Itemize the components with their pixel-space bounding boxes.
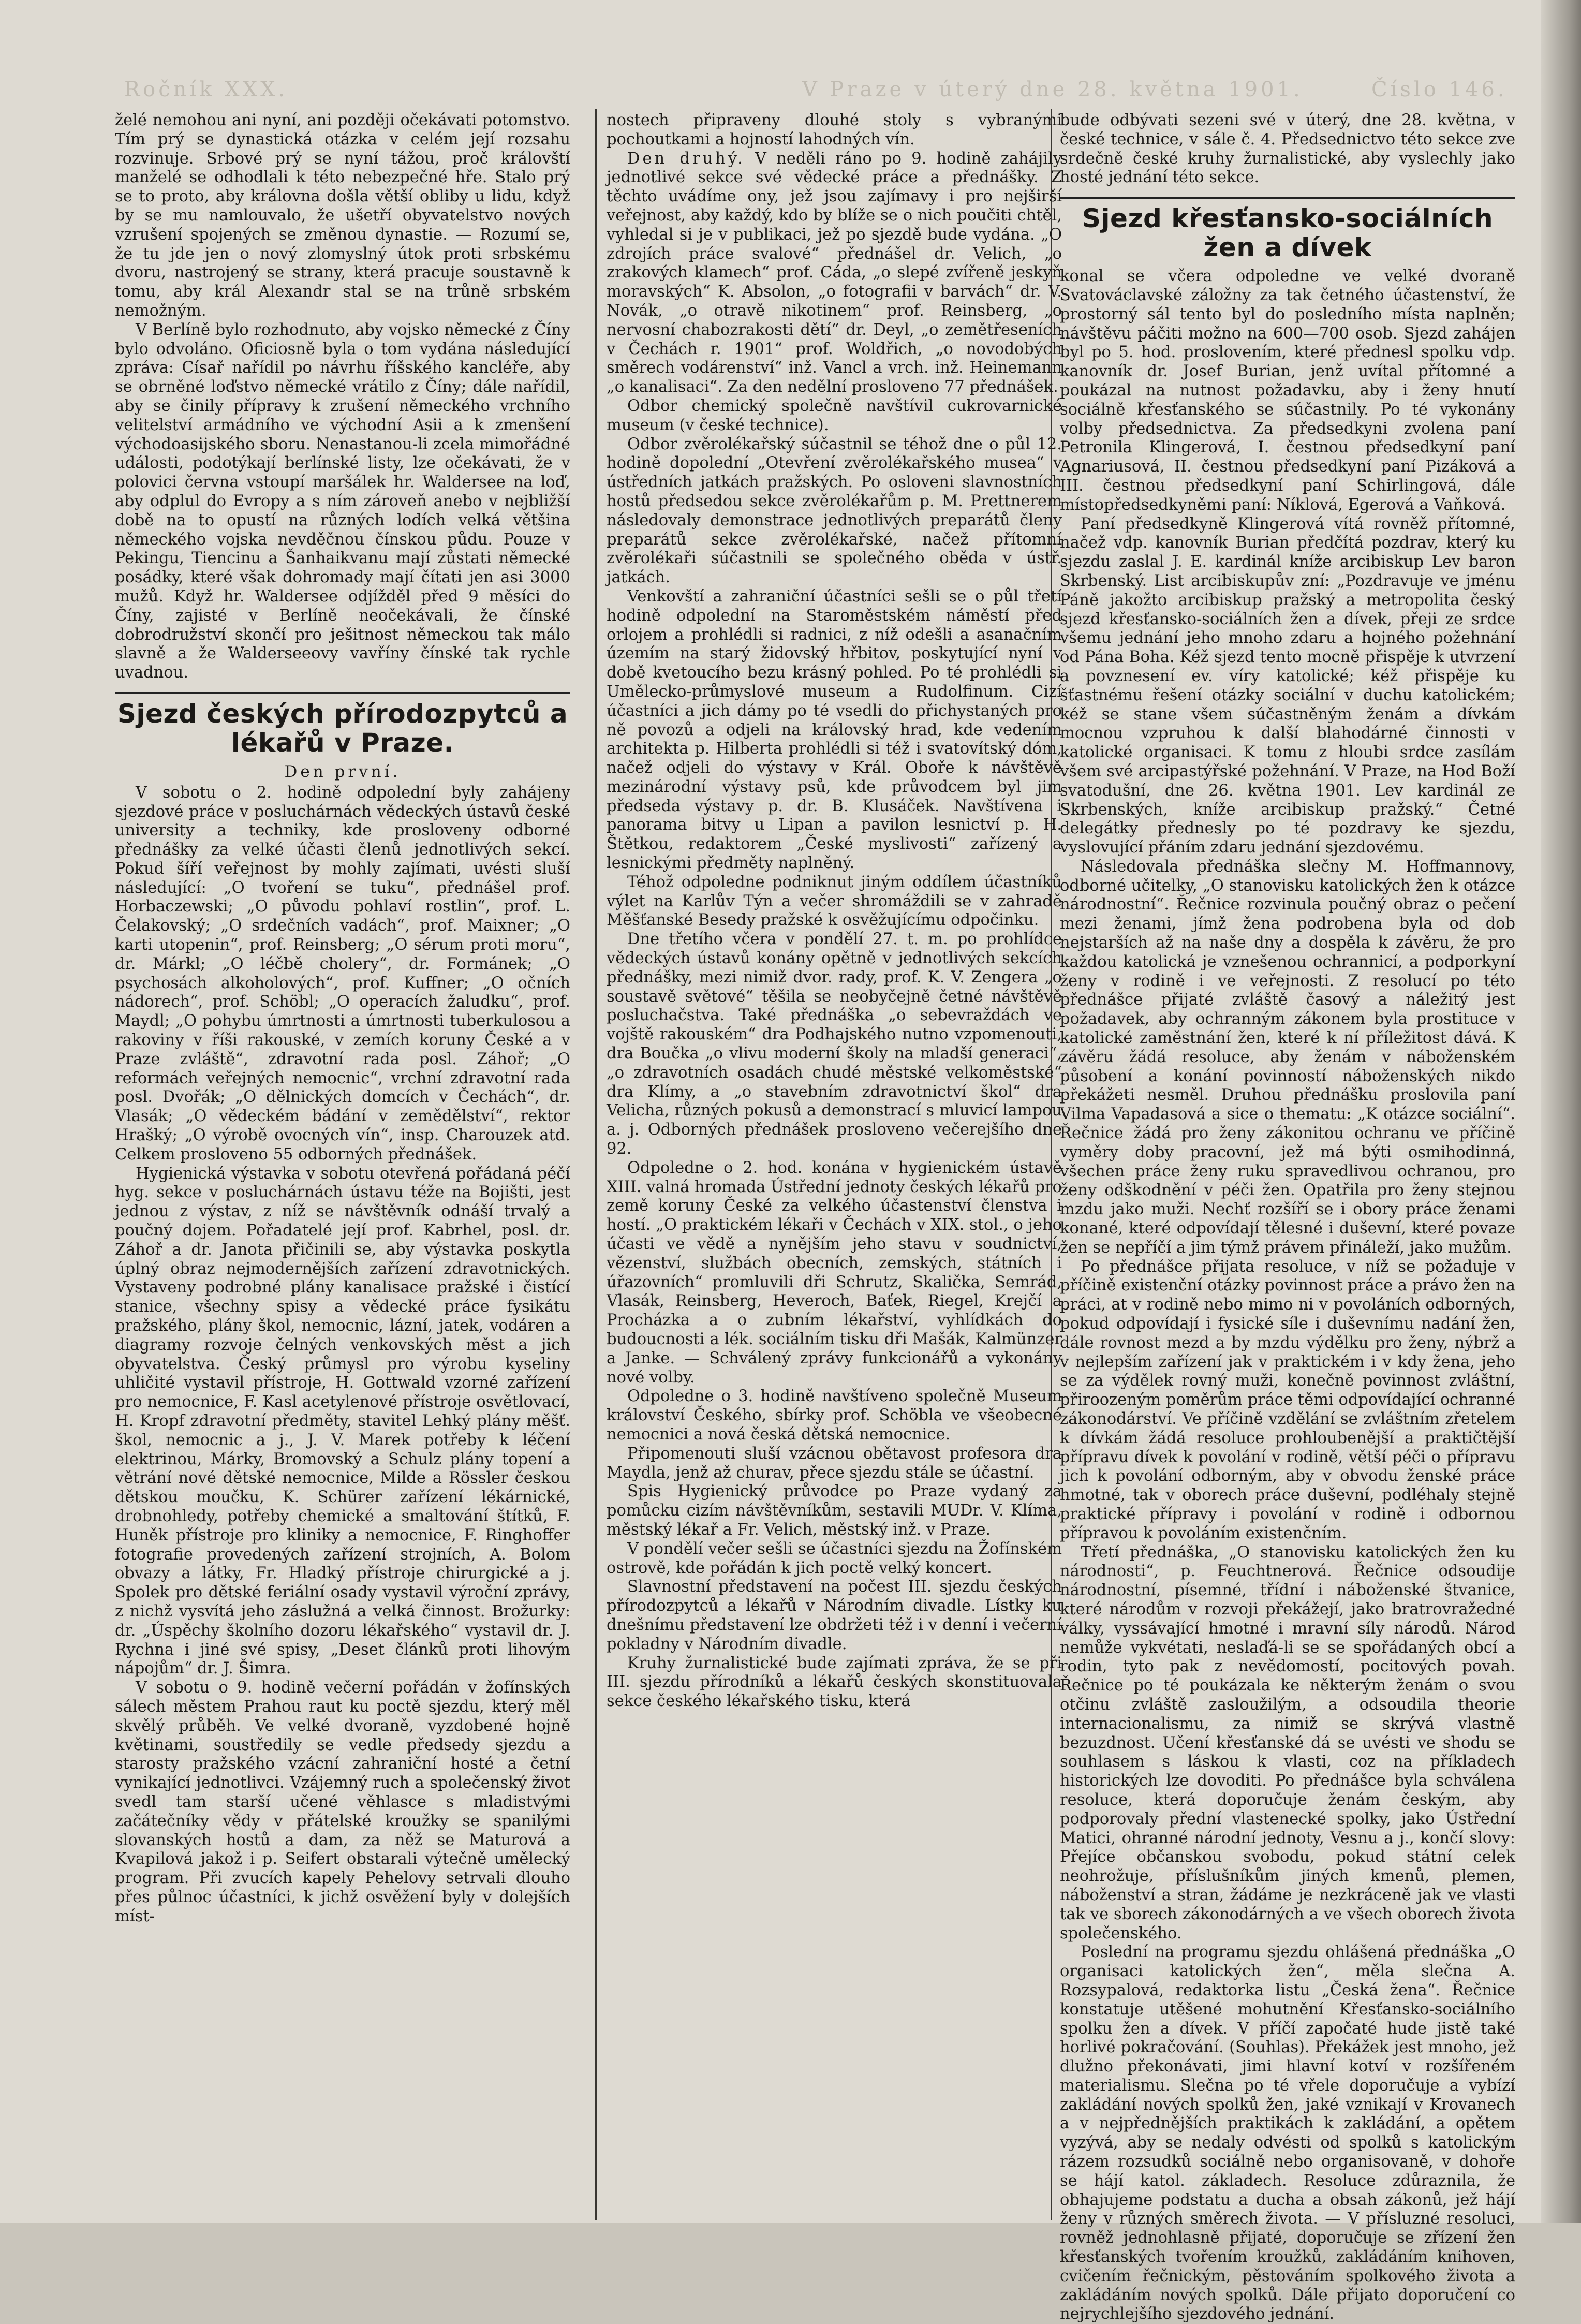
congress-day-one: V sobotu o 2. hodině odpolední byly zahájeny sjezdové práce v posluchárnách vědeckých ústavů české university a techniky, kde prosloveny odborné přednášky za velké účasti členů jednotlivých sekcí. Pokud šíří veřejnost by mohly zajímati, uvésti sluší následující: „O tvoření se tuku“, přednášel prof. Horbaczewski; „O původu pohlaví rostlin“, prof. L. Čelakovský; „O srdečních vadách“, prof. Maixner; „O karti utopenin“, prof. Reinsberg; „O sérum proti moru“, dr. Márkl; „O léčbě cholery“, dr. Formánek; „O psychosách alkoholových“, prof. Kuffner; „O očních nádorech“, prof. Schöbl; „O operacích žaludku“, prof. Maydl; „O pohybu úmrtnosti a úmrtnosti tuberkulosou a rakoviny v říši rakouské, v zemích koruny České a v Praze zvláště“, zdravotní rada posl. Záhoř; „O reformách veřejných nemocnic“, vrchní zdravotní rada posl. Dvořák; „O dělnických domcích v Čechách“, dr. Vlasák; „O vědeckém bádání v zemědělství“, rektor Hrašký; „O výrobě ovocných vín“, insp. Charouzek atd. Celkem prosloveno 55 odborných přednášek.	[115, 783, 570, 1164]
day-two-paragraph	[607, 150, 1062, 397]
column-1	[115, 111, 570, 2213]
column-3	[1060, 111, 1515, 2323]
lecture-rozsypal: Poslední na programu sjezdu ohlášená přednáška „O organisaci katolických žen“, měla slečna A. Rozsypalová, redaktorka listu „Česká žena“. Řečnice konstatuje utěšené mohutnění Křesťansko-sociálního spolku žen a dívek. V příčí započaté hude jistě také horlivé pokračování. (Souhlas). Překážek jest mnoho, jež dlužno překonávati, jimi hlavní kotví v rozšířeném materialismu. Slečna po té vřele doporučuje a vybízí zakládání nových spolků žen, jaké vznikají v Krovanech a v nejpřednějších praktikách k zakládání, a opětem vyzývá, aby se nedaly odvésti od spolků s katolickým rázem rozsudků sociálně nebo organisovaně, v dohoře se hájí katol. základech. Resoluce zdůraznila, že obhajujeme podstatu a ducha a obsah zákonů, jež hájí ženy v různých směrech života. — V přísluzné resoluci, rovněž jednohlasně přijaté, doporučuje se zřízení žen křesťanských tvořením kroužků, zakládáním knihoven, cvičením řečnickým, pěstováním spolkového života a zakládáním nových spolků. Dále přijato doporučení co nejrychlejšího sjezdového jednání.	[1060, 1943, 1515, 2323]
hygiene-exhibition: Hygienická výstavka v sobotu otevřená pořádaná péčí hyg. sekce v posluchárnách ústavu téže na Bojišti, jest jednou z výstav, z níž se návštěvník odnáší trvalý a poučný dojem. Pořadatelé její prof. Kabrhel, posl. dr. Záhoř a dr. Janota přičinili se, aby výstavka poskytla úplný obraz nejmodernějších zařízení zdravotnických. Vystaveny podrobné plány kanalisace pražské i čistící stanice, všechny spisy a vědecké práce fysikátu pražského, plány škol, nemocnic, lázní, jatek, vodáren a diagramy rozvoje čelných venkovských měst a jich obyvatelstva. Český průmysl pro výrobu kyseliny uhličité vystavil přístroje, H. Gottwald vzorné zařízení pro nemocnice, F. Kasl acetylenové přístroje osvětlovací, H. Kropf zdravotní předměty, stavitel Lehký plány měšť. škol, nemocnic a j., J. V. Marek potřeby k léčení elektrinou, Márky, Bromovský a Schulz plány topení a větrání nové dětské nemocnice, Milde a Rössler českou dětskou moučku, K. Schürer zařízení lékárnické, drobnohledy, potřeby chemické a smaltování štítků, F. Huněk přístroje pro kliniky a nemocnice, F. Ringhoffer fotografie provedených zařízení strojních, A. Bolom obvazy a látky, Fr. Hladký přístroje chirurgické a j. Spolek pro dětské feriální osady vystavil výroční zprávy, z nichž vysvítá jeho záslužná a velká činnost. Brožurky: dr. „Úspěchy školního dozoru lékařského“ vystavil dr. J. Rychna i jiné své spisy, „Deset článků proti lihovým nápojům“ dr. J. Šimra.	[115, 1164, 570, 1678]
lecture-hoffmann: Následovala přednáška slečny M. Hoffmannovy, odborné učitelky, „O stanovisku katolických žen k otázce národnostní“. Řečnice rozvinula poučný obraz o pečení mezi ženami, jímž žena podrobena byla od dob nejstarších až na naše dny a dospěla k závěru, že pro každou katolická je vznešenou ochrannicí, a podporkyní ženy v rodině i ve veřejnosti. Z resolucí po této přednášce přijaté zvláště časový a náležitý jest požadavek, aby ochranným zákonem byla prostituce v katolické zaměstnání žen, které k ní příležitost dává. K závěru žádá resoluce, aby ženám v náboženském působení a konání povinností náboženských nikdo překážeti nesměl. Druhou přednášku proslovila paní Vilma Vapadasová a sice o thematu: „K otázce sociální“. Řečnice žádá pro ženy zákonitou ochranu ve příčině vyměry doby pracovní, jež má býti osmihodinná, všechen práce ženy ruku spravedlivou ochranou, pro ženy odškodnění v péči žen. Opatřila pro ženy stejnou mzdu jako muži. Nechť rozšíří se i obory práce ženami konané, které odpovídají tělesné i duševní, které povaze žen se nepříčí a jim týmž právem přináleží, jako mužům.	[1060, 857, 1515, 1257]
reception-continued: nostech připraveny dlouhé stoly s vybranými pochoutkami a hojností lahodných vín.	[607, 111, 1062, 149]
subhead-day-one: Den první.	[284, 762, 401, 781]
article-serbia-end: želé nemohou ani nyní, ani později očekávati potomstvo. Tím prý se dynastická otázka v celém její rozsahu rozvinuje. Srbové prý se nyní tážou, proč královští manželé se odhodlali k této nebezpečné hře. Stalo prý se to proto, aby královna došla větší obliby u lidu, když by se mu namlouvalo, že ušetří obyvatelstvo nových vzrušení spojených se změnou dynastie. — Rozumí se, že tu jde jen o nový zlomyslný útok proti srbskému dvoru, nastrojený se strany, která pracuje soustavně k tomu, aby král Alexandr stal se na trůně srbském nemožným.	[115, 111, 570, 320]
reception-zofin: V sobotu o 9. hodině večerní pořádán v žofínských sálech městem Prahou raut ku poctě sjezdu, který měl skvělý průběh. Ve velké dvoraně, vyzdobené hojně květinami, soustředily se vedle předsedy sjezdu a starosty pražského vzácní zahraniční hosté a četní vynikající jednotlivci. Vzájemný ruch a společenský život svedl tam starší učené věhlasce s mladistvými začátečníky vědy v přátelské kroužky se spanilými slovanských hostů a dam, za něž se Maturová a Kvapilová jakož i p. Seifert obstarali výtečně umělecký program. Při zvucích kapely Pehelovy setrvali dlouho přes půlnoc účastníci, k jichž osvěžení byly v dolejších míst-	[115, 1679, 570, 1925]
journalism-continued: bude odbývati sezeni své v úterý, dne 28. května, v české technice, v sále č. 4. Předsednictvo této sekce zve srdečně české kruhy žurnalistické, aby vyslechly jako hosté jednání této sekce.	[1060, 111, 1515, 187]
veterinary-section: Odbor zvěrolékařský súčastnil se téhož dne o půl 12. hodině dopolední „Otevření zvěrolékařského musea“ v ústředních jatkách pražských. Po osloveni slavnostních hostů předsedou sekce zvěrolékařům p. M. Prettnerem následovaly demonstrace jednotlivých preparátů členy preparátů sekce zvěrolékařské, načež přítomní zvěrolékaři súčastnili se společného oběda v ústř. jatkách.	[607, 435, 1062, 587]
hygiene-guide: Spis Hygienický průvodce po Praze vydaný za pomůcku cizím návštěvníkům, sestavili MUDr. V. Klíma, městský lékař a Fr. Velich, městský inž. v Praze.	[607, 1482, 1062, 1539]
column-2	[607, 111, 1062, 2213]
page-edge-shadow	[1541, 0, 1581, 2223]
concert-note: V pondělí večer sešli se účastníci sjezdu na Žofínském ostrově, kde pořádán k jich poctě velký koncert.	[607, 1539, 1062, 1577]
header-volume: Ročník XXX.	[124, 78, 288, 101]
page-header	[0, 78, 1542, 109]
karluv-tyn-trip: Téhož odpoledne podniknut jiným oddílem účastníků výlet na Karlův Týn a večer shromáždili se v zahradě Měšťanské Besedy pražské k osvěžujícímu odpočinku.	[607, 873, 1062, 930]
women-congress-opening: konal se včera odpoledne ve velké dvoraně Svatováclavské záložny za tak četného účastenství, že prostorný sál tento byl do posledního místa naplněn; návštěvu páčiti možno na 600—700 osob. Sjezd zahájen byl po 5. hod. proslovením, které přednesl spolku vdp. kanovník dr. Josef Burian, jenž uvítal přítomné a poukázal na nutnost požadavku, aby i ženy hnutí sociálně křesťanského se súčastnily. Po té vykonány volby předsednictva. Za předsedkyni zvolena paní Petronila Klingerová, I. čestnou předsedkyní paní Agnariusová, II. čestnou předsedkyní paní Pizáková a III. čestnou předsedkyní paní Schirlingová, dále místopředsedkyněmi paní: Níklová, Egerová a Vaňková.	[1060, 267, 1515, 514]
resolution-work: Po přednášce přijata resoluce, v níž se požaduje v příčině existenční otázky povinnost práce a právo žen na práci, at v rodině nebo mimo ni v povoláních odborných, pokud odpovídají i fysické síle i duševnímu nadání žen, dále rovnost mezd a by mzdu výdělku pro ženy, nýbrž a v nejlepším zařízení jak v praktickém i v kdy žena, jeho se za výdělek rovný muži, konečně povinnost zvláštní, přiroozeným poměrům práce těmi odpovídající ochranné zákonodárství. Ve příčině vzdělání se zvláštním zřetelem k dívkám žádá resoluce prohloubenější a praktičtější přípravu dívek k povolání v rodině, větší péči o přípravu jich k povolání odborným, aby v obvodu ženské práce hmotné, tak v oborech práce duševní, podléhaly stejně praktické přípravy i povolání v rodině i odbornou přípravou k povoláním existenčním.	[1060, 1257, 1515, 1542]
excursions: Venkovští a zahraniční účastníci sešli se o půl třetí hodině odpolední na Staroměstském náměstí před orlojem a prohlédli si radnici, z níž odešli a asanačním územím na starý židovský hřbitov, poskytující nyní v době kvetoucího bezu krásný pohled. Po té prohlédli si Umělecko-průmyslové museum a Rudolfinum. Cizí účastníci a jich dámy po té vsedli do přichystaných pro ně povozů a odjeli na královský hrad, kde vedením architekta p. Hilberta prohlédli si též i svatovítský dóm, načež odjeli do výstavy v Král. Oboře k návštěvě mezinárodní výstavy psů, kde průvodcem byl jim předseda výstavy p. dr. B. Klusáček. Navštívena i panorama bitvy u Lipan a pavilon lesnictví p. H. Štětkou, redaktorem „České myslivosti“ zařízený a lesnickými předměty naplněný.	[607, 587, 1062, 873]
headline-women-congress: Sjezd křesťansko-sociálních žen a dívek	[1060, 197, 1515, 262]
day-two-title: Den druhý.	[627, 149, 745, 168]
maydl-note: Připomenouti sluší vzácnou obětavost profesora dra Maydla, jenž až churav, přece sjezdu stále se účastní.	[607, 1444, 1062, 1482]
day-two-text: V neděli ráno po 9. hodině zahájily jednotlivé sekce své vědecké práce a přednášky. Z těchto uvádíme ony, jež jsou zajímavy i pro nejširší veřejnost, aby každý, kdo by blíže se o nich poučiti chtěl, vyhledal si je v publikaci, jež po sjezdě bude vydána. „O zdrojích práce svalové“ přednášel dr. Velich, „o zrakových klamech“ prof. Cáda, „o slepé zvířeně jeskyň moravských“ K. Absolon, „o fotografii v barvách“ dr. V. Novák, „o otravě nikotinem“ prof. Reinsberg, „o nervosní chabozrakosti dětí“ dr. Deyl, „o zemětřeseních v Čechách r. 1901“ prof. Woldřich, „o novodobých směrech vodárenství“ inž. Vancl a vrch. inž. Heinemann „o kanalisaci“. Za den nedělní prosloveno 77 přednášek.	[607, 149, 1062, 396]
headline-congress: Sjezd českých přírodozpytců a lékařů v Praze.	[115, 692, 570, 757]
header-date: V Praze v úterý dne 28. května 1901.	[802, 78, 1303, 101]
cardinal-greeting: Paní předsedkyně Klingerová vítá rovněž přítomné, načež vdp. kanovník Burian předčítá pozdrav, který ku sjezdu zaslal J. E. kardinál kníže arcibiskup Lev baron Skrbenský. List arcibiskupův zní: „Pozdravuje ve jménu Páně jakožto arcibiskup pražský a metropolita český sjezd křesťansko-sociálních žen a dívek, přeji ze srdce všemu jednání jeho mnoho zdaru a hojného požehnání od Pána Boha. Kéž sjezd tento mocně přispěje k utvrzení a povznesení ev. víry katolické; kéž přispěje ku šťastnému řešení otázky sociální v duchu katolickém; kéž se stane všem súčastněným ženám a dívkám mocnou vzpruhou k další blahodárné činnosti v katolické organisaci. K tomu z hloubi srdce zasílám všem své arcipastýřské požehnání. V Praze, na Hod Boží svatodušní, dne 26. května 1901. Lev kardinál ze Skrbenských, kníže arcibiskup pražský.“ Četné delegátky přednesly po té pozdravy ke sjezdu, vyslovující přáním zdaru jednání sjezdovému.	[1060, 514, 1515, 857]
general-meeting: Odpoledne o 2. hod. konána v hygienickém ústavě XIII. valná hromada Ústřední jednoty českých lékařů pro země koruny České za velkého účastenství členstva i hostí. „O praktickém lékaři v Čechách v XIX. stol., o jeho účasti ve vědě a nynějším jeho stavu v soudnictví, vězenství, službách obecních, zemských, státních i úřazovních“ promluvili dři Schrutz, Skalička, Semrád, Vlasák, Reinsberg, Heveroch, Baťek, Riegel, Krejčí a Procházka a o zubním lékařství, vyhlídkách do budoucnosti a lék. sociálním tisku dři Mašák, Kalmünzer a Janke. — Schválený zprávy funkcionářů a vykonány nové volby.	[607, 1158, 1062, 1387]
article-berlin-china: V Berlíně bylo rozhodnuto, aby vojsko německé z Číny bylo odvoláno. Oficiosně byla o tom vydána následující zpráva: Císař nařídil po návrhu říšského kancléře, aby se obrněné loďstvo německé vrátilo z Číny; dále nařídil, aby se činily přípravy k zrušení německého vrchního velitelství armádního ve východní Asii a k zmenšení východoasijského sboru. Nenastanou-li zcela mimořádné události, podotýkají berlínské listy, lze očekávati, že v polovici června vstoupí maršálek hr. Waldersee na loď, aby odplul do Evropy a s ním zároveň anebo v nejbližší době na to opustí na různých lodích velká většina německého vojska nevděčnou čínskou půdu. Pouze v Pekingu, Tiencinu a Šanhaikvanu mají zůstati německé posádky, které však dohromady mají čítati jen asi 3000 mužů. Když hr. Waldersee odjížděl před 9 měsíci do Číny, zajisté v Berlíně neočekávali, že čínské dobrodružství skončí pro ješitnost německou tak málo slavně a že Walderseeovy vavříny čínské tak rychle uvadnou.	[115, 320, 570, 682]
column-rule-left	[595, 109, 597, 2220]
museum-visit: Odpoledne o 3. hodině navštíveno společně Museum království Českého, sbírky prof. Schöbla ve všeobecné nemocnici a nová česká dětská nemocnice.	[607, 1387, 1062, 1444]
day-three: Dne třetího včera v pondělí 27. t. m. po prohlídce vědeckých ústavů konány opětně v jednotlivých sekcích přednášky, mezi nimiž dvor. rady, prof. K. V. Zengera „o soustavě světové“ těšila se neobyčejně četné návštěvě posluchačstva. Také přednáška „o sebevraždách ve vojště rakouském“ dra Podhajského nutno vzpomenouti, dra Boučka „o vlivu moderní školy na mladší generaci“, „o zdravotních osadách chudé městské velkoměstské“ dra Klímy, a „o stavebním zdravotnictví škol“ dra Velicha, různých pokusů a demonstrací s mluvicí lampou a. j. Odborných přednášek prosloveno večerejšího dne 92.	[607, 930, 1062, 1158]
theatre-note: Slavnostní představení na počest III. sjezdu českých přírodozpytců a lékařů v Národním divadle. Lístky ku dnešnímu představení lze obdržeti též i v denní i večerní pokladny v Národním divadle.	[607, 1578, 1062, 1653]
journalism-note: Kruhy žurnalistické bude zajímati zpráva, že se při III. sjezdu přírodníků a lékařů českých skonstituovala sekce českého lékařského tisku, která	[607, 1654, 1062, 1711]
chemistry-section: Odbor chemický společně navštívil cukrovarnické museum (v české technice).	[607, 396, 1062, 434]
lecture-feuchtner: Třetí přednáška, „O stanovisku katolických žen ku národnosti“, p. Feuchtnerová. Řečnice odsoudije národnostní, písemné, třídní i náboženské štvanice, které národům v rozvoji překážejí, jako bratrovražedné války, vyssávající hmotné i mravní síly národů. Národ nemůže vykvétati, neslaďá-li se se spořádaných obcí a rodin, tyto pak z nevědomostí, pocitových povah. Řečnice po té poukázala ke některým ženám o svou otčinu zvláště zasloužilým, a odsoudila theorie internacionalismu, za nimiž se skrývá vlastně bezuzdnost. Učení křesťanské dá se uvésti ve shodu se souhlasem s láskou k vlasti, coz na příkladech historických lze dovoditi. Po přednášce byla schválena resoluce, která doporučuje ženám českým, aby podporovaly přední vlastenecké spolky, jako Ústřední Matici, ohranné národní jednoty, Vesnu a j., končí slovy: Přejíce občanskou svobodu, pokud státní celek neohrožuje, příslušníkům jiných kmenů, plemen, náboženství a stran, žádáme je nezkráceně jak ve vlasti tak ve sborech zákonodárných a ve všech oborech života společenského.	[1060, 1543, 1515, 1943]
header-issue: Číslo 146.	[1371, 78, 1508, 101]
